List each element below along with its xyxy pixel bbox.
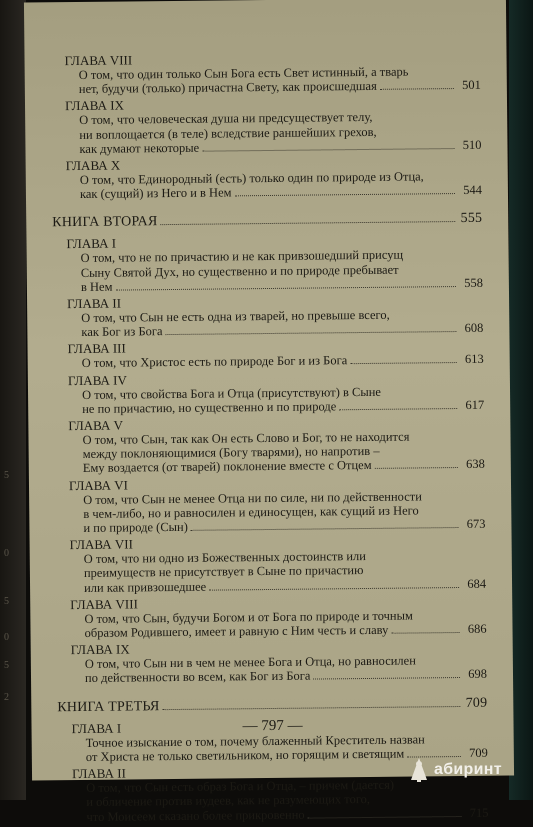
toc-entry bbox=[53, 293, 483, 340]
margin-mark: 0 bbox=[4, 548, 9, 559]
book-page bbox=[24, 0, 514, 824]
entry-line bbox=[79, 138, 481, 156]
page-ref: 510 bbox=[462, 137, 482, 152]
entry-text: как Бог из Бога bbox=[81, 324, 163, 340]
leader-dots bbox=[115, 286, 455, 291]
chapter-title: ГЛАВА IX bbox=[64, 97, 125, 114]
toc-entry bbox=[57, 639, 487, 686]
entry-text: О том, что Единородный (есть) только один по природе из Отца, bbox=[79, 169, 424, 187]
chapter-title: ГЛАВА II bbox=[71, 765, 126, 782]
entry-text: О том, что человеческая душа ни предсуществует телу, bbox=[79, 110, 373, 128]
book-heading bbox=[57, 695, 487, 716]
entry-line bbox=[84, 576, 486, 594]
toc-entry bbox=[56, 534, 487, 595]
entry-text: как думают некоторые bbox=[79, 140, 200, 156]
entry-line bbox=[82, 352, 484, 370]
leader-dots bbox=[375, 467, 458, 469]
page-ref: 638 bbox=[465, 457, 485, 472]
chapter-title: ГЛАВА I bbox=[71, 720, 122, 736]
page-ref: 709 bbox=[468, 745, 488, 760]
entry-text: Сыну Святой Дух, но существенно и по природе пребывает bbox=[80, 262, 399, 280]
chapter-title: ГЛАВА I bbox=[66, 236, 117, 252]
leader-dots bbox=[166, 331, 457, 335]
leader-dots bbox=[160, 221, 455, 225]
chapter-title: ГЛАВА II bbox=[67, 295, 122, 312]
leader-dots bbox=[339, 408, 457, 410]
margin-mark: 5 bbox=[4, 660, 9, 671]
entry-line bbox=[83, 457, 485, 475]
book-title: КНИГА ВТОРАЯ bbox=[52, 214, 158, 231]
leader-dots bbox=[391, 632, 459, 634]
entry-text: по действенности во всем, как Бог из Бога bbox=[84, 669, 311, 686]
margin-mark: 5 bbox=[4, 470, 9, 481]
chapter-title: ГЛАВА V bbox=[68, 417, 124, 434]
page-ref: 544 bbox=[463, 182, 483, 198]
page-ref: 715 bbox=[469, 805, 489, 820]
leader-dots bbox=[163, 706, 461, 710]
margin-mark: 5 bbox=[4, 596, 9, 607]
entry-text: Точное изыскание о том, почему блаженный Креститель назван bbox=[85, 732, 425, 750]
page-ref: 684 bbox=[467, 576, 487, 591]
toc-entry bbox=[52, 233, 483, 294]
leader-dots bbox=[191, 527, 459, 531]
page-ref: 709 bbox=[465, 695, 488, 711]
entry-text: О том, что один только Сын Бога есть Свет истинный, а тварь bbox=[78, 64, 409, 82]
page-number: — 797 — bbox=[242, 717, 303, 735]
leader-dots bbox=[308, 816, 462, 819]
page-ref: 558 bbox=[464, 275, 483, 290]
leader-dots bbox=[380, 88, 454, 90]
book-heading bbox=[52, 211, 482, 232]
page-ref: 613 bbox=[464, 352, 484, 367]
toc-entry bbox=[52, 155, 482, 202]
entry-text: между поклоняющимися (Богу тварями), но напротив – bbox=[82, 444, 380, 462]
chapter-title: ГЛАВА VIII bbox=[64, 52, 133, 69]
entry-line bbox=[86, 805, 488, 823]
labyrinth-logo-icon bbox=[408, 756, 430, 784]
entry-text: что Моисеем сказано более прикровенно bbox=[86, 807, 305, 824]
entry-text: или как привзошедшее bbox=[83, 579, 207, 595]
chapter-title: ГЛАВА X bbox=[65, 157, 121, 174]
entry-text: О том, что Сын есть образ Бога и Отца, – причем (дается) bbox=[86, 777, 395, 796]
watermark bbox=[408, 745, 526, 792]
entry-line bbox=[85, 667, 487, 685]
entry-text: О том, что Сын, будучи Богом и от Бога по природе и точным bbox=[84, 608, 413, 626]
chapter-title: ГЛАВА VIII bbox=[70, 596, 138, 612]
leader-dots bbox=[350, 362, 456, 364]
leader-dots bbox=[209, 587, 459, 591]
entry-line bbox=[81, 321, 483, 339]
page-ref: 698 bbox=[468, 667, 488, 682]
entry-text: О том, что не по причастию и не как привзошедший присущ bbox=[80, 248, 404, 266]
entry-text: О том, что Сын не менее Отца ни по силе, ни по действенности bbox=[83, 489, 422, 507]
page-ref: 555 bbox=[460, 211, 483, 227]
entry-text: О том, что Сын ни в чем не менее Бога и Отца, но равносилен bbox=[84, 653, 416, 672]
toc-entry bbox=[54, 369, 484, 416]
entry-line bbox=[82, 398, 484, 416]
margin-mark: 0 bbox=[4, 632, 9, 643]
entry-text: О том, что Христос есть по природе Бог и из Бога bbox=[81, 353, 348, 371]
entry-text: О том, что свойства Бога и Отца (присутствуют) в Сыне bbox=[81, 384, 382, 402]
entry-text: О том, что ни одно из Божественных достоинств или bbox=[83, 549, 367, 567]
toc-entry bbox=[50, 50, 480, 97]
left-margin-strip bbox=[0, 0, 26, 800]
toc-entry bbox=[54, 415, 485, 476]
entry-text: О том, что Сын, так как Он есть Слово и Бог, то не находится bbox=[82, 429, 410, 448]
entry-line bbox=[84, 622, 486, 640]
toc-entry bbox=[55, 474, 486, 535]
toc-entry bbox=[56, 594, 486, 641]
entry-text: не по причастию, но существенно и по природе bbox=[82, 399, 337, 416]
chapter-title: ГЛАВА IV bbox=[67, 372, 127, 388]
entry-line bbox=[79, 78, 481, 96]
entry-text: О том, что Сын не есть одна из тварей, но превыше всего, bbox=[81, 307, 390, 325]
entry-text: образом Родившего, имеет и равную с Ним честь и славу bbox=[84, 622, 389, 641]
entry-text: в Нем bbox=[80, 279, 113, 294]
entry-text: от Христа не только светильником, но горящим и светящим bbox=[85, 746, 405, 764]
entry-text: как (сущий) из Него и в Нем bbox=[79, 185, 232, 202]
entry-text: преимуществ не присутствует в Сыне по причастию bbox=[83, 563, 364, 581]
entry-text: нет, будучи (только) причастна Свету, как происшедшая bbox=[78, 79, 377, 97]
toc-entry bbox=[54, 338, 484, 371]
entry-text: ни воплощается (в теле) вследствие раншейших грехов, bbox=[79, 124, 377, 142]
leader-dots bbox=[313, 677, 460, 680]
leader-dots bbox=[202, 148, 454, 152]
leader-dots bbox=[235, 193, 455, 196]
watermark-text: абиринт bbox=[434, 761, 502, 778]
entry-line bbox=[83, 517, 485, 535]
entry-text: в чем-либо, но и равносилен и единосущен, как сущий из Него bbox=[83, 503, 419, 521]
page-ref: 673 bbox=[466, 516, 486, 531]
entry-text: Ему воздается (от тварей) поклонение вместе с Отцем bbox=[82, 458, 372, 476]
page-ref: 686 bbox=[467, 621, 487, 637]
entry-text: и обличение против иудеев, как не разумеющих того, bbox=[86, 792, 371, 810]
chapter-title: ГЛАВА III bbox=[67, 340, 126, 357]
toc-entry bbox=[51, 95, 482, 156]
page-ref: 617 bbox=[465, 397, 485, 412]
entry-line bbox=[80, 183, 482, 201]
book-title: КНИГА ТРЕТЬЯ bbox=[57, 698, 160, 715]
margin-mark: 2 bbox=[4, 692, 9, 703]
page-ref: 608 bbox=[464, 320, 484, 336]
table-of-contents bbox=[50, 50, 488, 827]
chapter-title: ГЛАВА VII bbox=[69, 536, 133, 553]
entry-text: и по природе (Сын) bbox=[83, 519, 188, 536]
chapter-title: ГЛАВА IX bbox=[70, 641, 130, 658]
chapter-title: ГЛАВА VI bbox=[68, 477, 129, 493]
page-ref: 501 bbox=[462, 77, 481, 93]
